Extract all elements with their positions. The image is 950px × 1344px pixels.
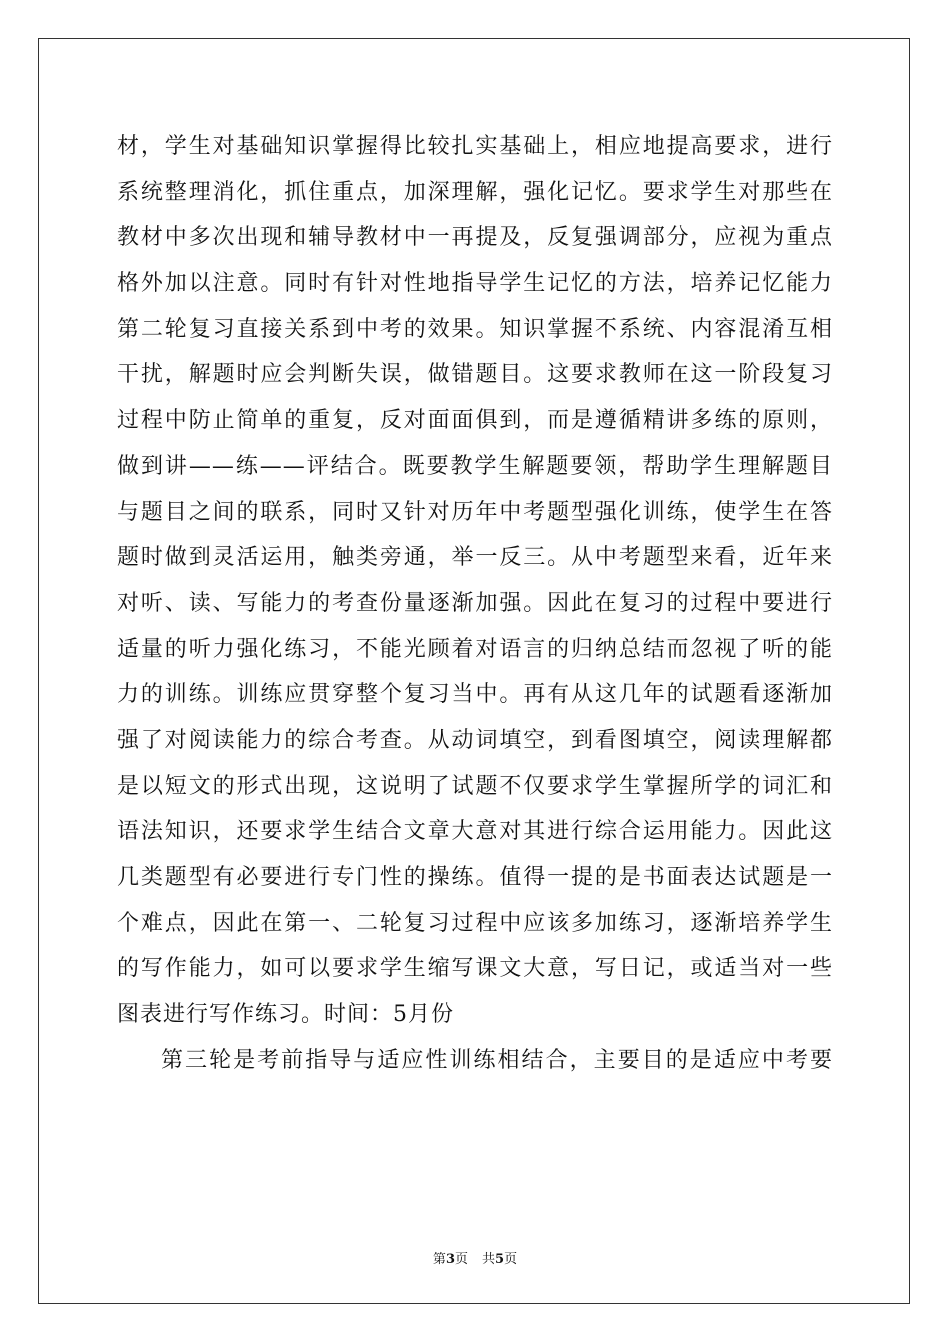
- text-line: 语法知识，还要求学生结合文章大意对其进行综合运用能力。因此这: [117, 819, 833, 845]
- text-line: 第二轮复习直接关系到中考的效果。知识掌握不系统、内容混淆互相: [117, 316, 833, 342]
- text-line: 题时做到灵活运用，触类旁通，举一反三。从中考题型来看，近年来: [117, 545, 833, 571]
- text-line: 与题目之间的联系，同时又针对历年中考题型强化训练，使学生在答: [117, 499, 833, 525]
- page-total: 5: [495, 1252, 505, 1267]
- paragraph-2-first-line: 第三轮是考前指导与适应性训练相结合，主要目的是适应中考要: [161, 1047, 833, 1073]
- text-line: 图表进行写作练习。时间：5月份: [117, 1002, 454, 1028]
- text-line: 做到讲——练——评结合。既要教学生解题要领，帮助学生理解题目: [117, 453, 833, 479]
- page-current: 3: [445, 1252, 455, 1267]
- text-line: 系统整理消化，抓住重点，加深理解，强化记忆。要求学生对那些在: [117, 179, 833, 205]
- document-body: [117, 124, 833, 1083]
- text-line: 对听、读、写能力的考查份量逐渐加强。因此在复习的过程中要进行: [117, 590, 833, 616]
- text-line: 强了对阅读能力的综合考查。从动词填空，到看图填空，阅读理解都: [117, 727, 833, 753]
- text-line: 材，学生对基础知识掌握得比较扎实基础上，相应地提高要求，进行: [117, 134, 833, 159]
- page-suffix: 页: [454, 1252, 468, 1267]
- text-line: 教材中多次出现和辅导教材中一再提及，反复强调部分，应视为重点: [117, 225, 833, 251]
- text-line: 个难点，因此在第一、二轮复习过程中应该多加练习，逐渐培养学生: [117, 910, 833, 936]
- page-prefix: 第: [432, 1252, 446, 1267]
- total-suffix: 页: [504, 1252, 518, 1267]
- page-footer: [0, 1248, 950, 1267]
- total-prefix: 共: [482, 1252, 496, 1267]
- text-line: 的写作能力，如可以要求学生缩写课文大意，写日记，或适当对一些: [117, 956, 833, 982]
- text-line: 是以短文的形式出现，这说明了试题不仅要求学生掌握所学的词汇和: [117, 773, 833, 799]
- text-line: 力的训练。训练应贯穿整个复习当中。再有从这几年的试题看逐渐加: [117, 682, 833, 708]
- text-line: 格外加以注意。同时有针对性地指导学生记忆的方法，培养记忆能力: [117, 271, 833, 297]
- text-line: 干扰，解题时应会判断失误，做错题目。这要求教师在这一阶段复习: [117, 362, 833, 388]
- text-line: 过程中防止简单的重复，反对面面俱到，而是遵循精讲多练的原则，: [117, 408, 833, 434]
- text-line: 几类题型有必要进行专门性的操练。值得一提的是书面表达试题是一: [117, 865, 833, 890]
- text-line: 适量的听力强化练习，不能光顾着对语言的归纳总结而忽视了听的能: [117, 636, 833, 662]
